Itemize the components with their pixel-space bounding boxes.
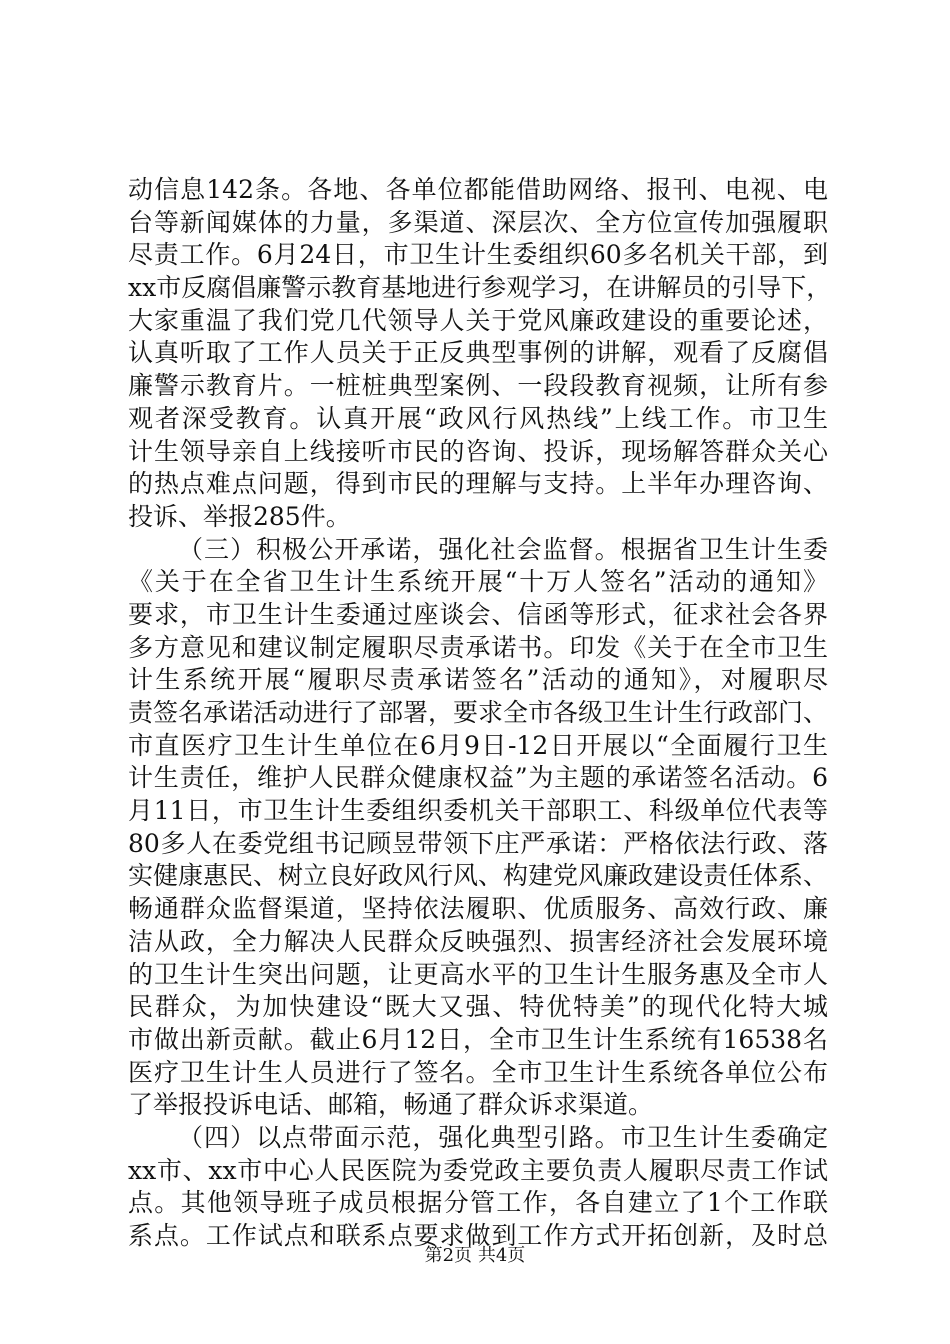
text-line: 80多人在委党组书记顾昱带领下庄严承诺：严格依法行政、落 (128, 828, 828, 858)
text-line: 月11日，市卫生计生委组织委机关干部职工、科级单位代表等 (128, 796, 828, 826)
text-line: 民群众，为加快建设“既大又强、特优特美”的现代化特大城 (128, 992, 828, 1022)
text-line: 畅通群众监督渠道，坚持依法履职、优质服务、高效行政、廉 (128, 894, 828, 924)
text-line: 要求，市卫生计生委通过座谈会、信函等形式，征求社会各界 (128, 599, 828, 629)
text-line: 的热点难点问题，得到市民的理解与支持。上半年办理咨询、 (128, 469, 828, 499)
text-line: 投诉、举报285件。 (128, 501, 351, 531)
text-line: 点。其他领导班子成员根据分管工作，各自建立了1个工作联 (128, 1188, 828, 1218)
text-line: 市直医疗卫生计生单位在6月9日-12日开展以“全面履行卫生 (128, 730, 828, 760)
text-line: 计生系统开展“履职尽责承诺签名”活动的通知》，对履职尽 (128, 665, 828, 695)
text-line: 市做出新贡献。截止6月12日，全市卫生计生系统有16538名 (128, 1024, 828, 1054)
text-line: 《关于在全省卫生计生系统开展“十万人签名”活动的通知》 (128, 567, 828, 597)
paragraph-start-line: （四）以点带面示范，强化典型引路。市卫生计生委确定 (178, 1122, 828, 1152)
text-line: 台等新闻媒体的力量，多渠道、深层次、全方位宣传加强履职 (128, 207, 828, 237)
text-line: 动信息142条。各地、各单位都能借助网络、报刊、电视、电 (128, 175, 828, 204)
text-line: 尽责工作。6月24日，市卫生计生委组织60多名机关干部，到 (128, 240, 828, 270)
text-line: 责签名承诺活动进行了部署，要求全市各级卫生计生行政部门、 (128, 698, 829, 727)
text-line: 观者深受教育。认真开展“政风行风热线”上线工作。市卫生 (128, 403, 828, 433)
text-line: 大家重温了我们党几代领导人关于党风廉政建设的重要论述， (128, 305, 828, 335)
text-line: 计生责任，维护人民群众健康权益”为主题的承诺签名活动。6 (128, 763, 828, 793)
text-line: xx市、xx市中心人民医院为委党政主要负责人履职尽责工作试 (128, 1155, 828, 1185)
text-line: 计生领导亲自上线接听市民的咨询、投诉，现场解答群众关心 (128, 436, 828, 466)
text-line: 廉警示教育片。一桩桩典型案例、一段段教育视频，让所有参 (128, 371, 828, 401)
text-line: xx市反腐倡廉警示教育基地进行参观学习，在讲解员的引导下， (128, 273, 832, 303)
paragraph-start-line: （三）积极公开承诺，强化社会监督。根据省卫生计生委 (178, 534, 828, 564)
text-line: 实健康惠民、树立良好政风行风、构建党风廉政建设责任体系、 (128, 861, 829, 891)
text-line: 系点。工作试点和联系点要求做到工作方式开拓创新，及时总 (128, 1221, 828, 1250)
text-line: 医疗卫生计生人员进行了签名。全市卫生计生系统各单位公布 (128, 1057, 828, 1087)
text-line: 多方意见和建议制定履职尽责承诺书。印发《关于在全市卫生 (128, 632, 828, 662)
text-line: 了举报投诉电话、邮箱，畅通了群众诉求渠道。 (128, 1090, 654, 1120)
body-text (128, 174, 832, 1253)
text-line: 洁从政，全力解决人民群众反映强烈、损害经济社会发展环境 (128, 926, 828, 956)
text-line: 认真听取了工作人员关于正反典型事例的讲解，观看了反腐倡 (128, 338, 828, 368)
text-line: 的卫生计生突出问题，让更高水平的卫生计生服务惠及全市人 (128, 959, 828, 989)
page-number-footer: 第2页 共4页 (424, 1245, 526, 1266)
